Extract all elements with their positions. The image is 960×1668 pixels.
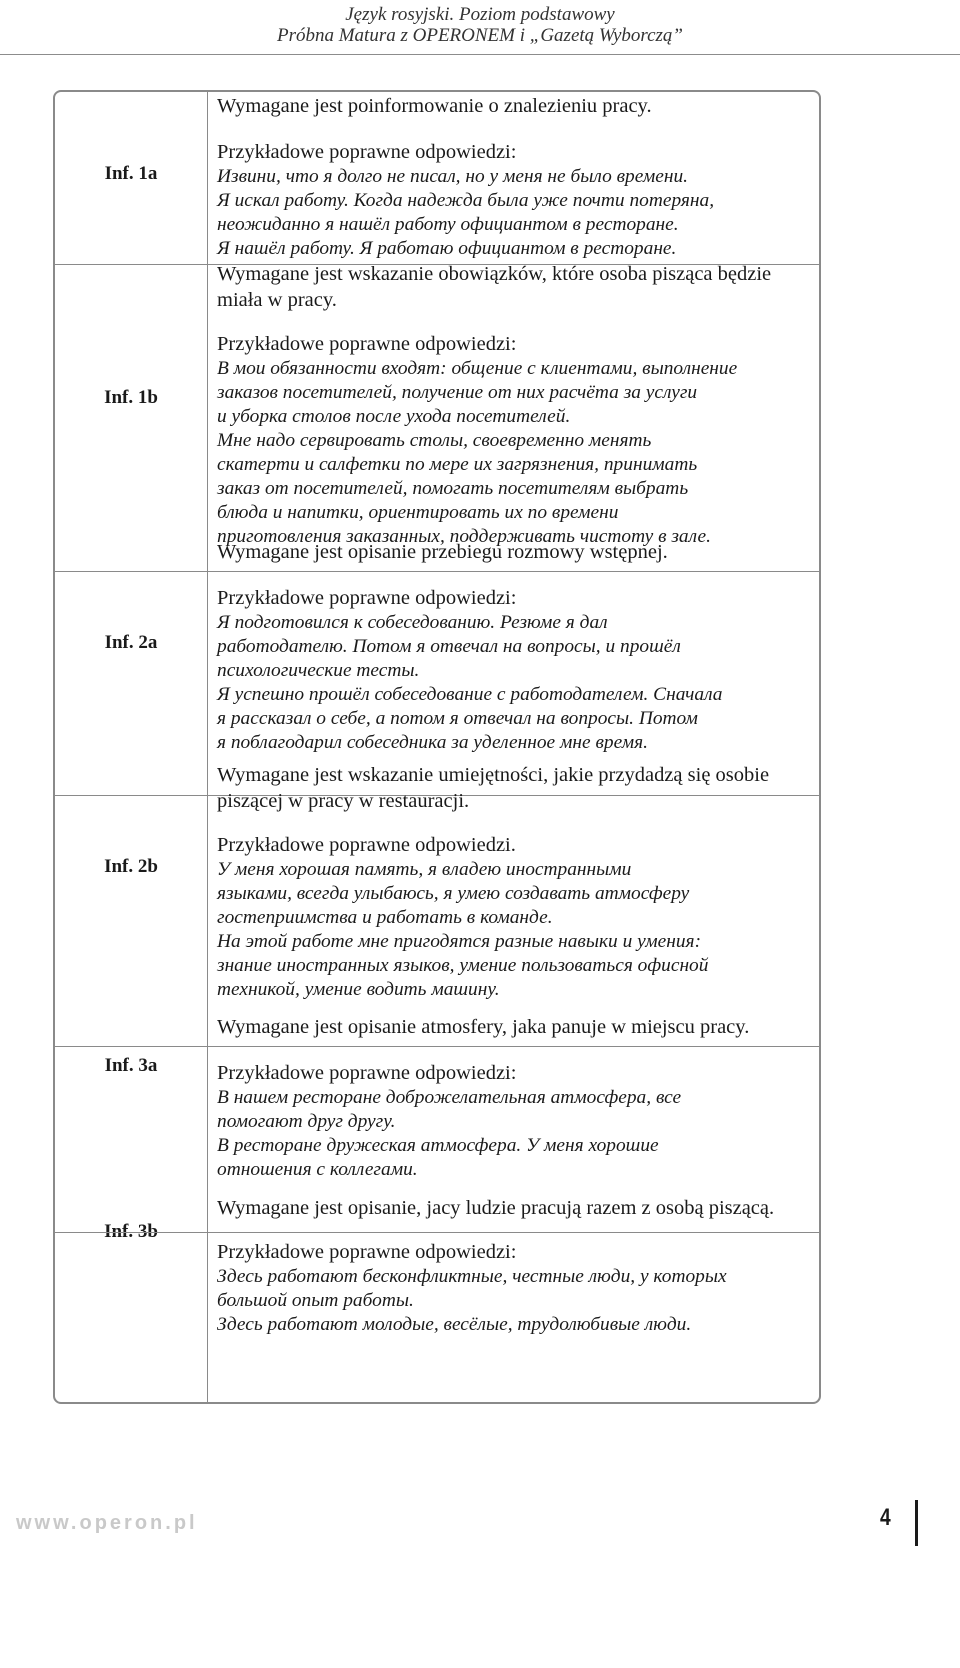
example-line: гостеприимства и работать в команде. [217, 907, 553, 928]
row-label-inf-1a: Inf. 1a [104, 163, 158, 184]
examples-heading: Przykładowe poprawne odpowiedzi: [217, 1062, 517, 1084]
example-line: приготовления заказанных, поддерживать чистоту в зале. [217, 526, 711, 547]
example-line: заказ от посетителей, помогать посетителям выбрать [217, 478, 689, 499]
answer-cell-inf-1a [217, 93, 809, 261]
example-line: блюда и напитки, ориентировать их по времени [217, 502, 619, 523]
examples-heading: Przykładowe poprawne odpowiedzi: [217, 587, 517, 609]
page-number-rule [915, 1500, 918, 1546]
example-line: В мои обязанности входят: общение с клиентами, выполнение [217, 358, 738, 379]
example-line: В нашем ресторане доброжелательная атмосфера, все [217, 1087, 682, 1108]
answer-cell-inf-3b [217, 1195, 809, 1337]
examples-heading: Przykładowe poprawne odpowiedzi: [217, 1241, 517, 1263]
requirement-text: Wymagane jest opisanie przebiegu rozmowy wstępnej. [217, 541, 668, 563]
example-line: На этой работе мне пригодятся разные навыки и умения: [217, 931, 702, 952]
example-line: отношения с коллегами. [217, 1159, 418, 1180]
example-line: Я искал работу. Когда надежда была уже почти потеряна, [217, 190, 715, 211]
example-line: В ресторане дружеская атмосфера. У меня хорошие [217, 1135, 659, 1156]
requirement-text: Wymagane jest poinformowanie o znalezieniu pracy. [217, 95, 652, 117]
row-label-inf-2b: Inf. 2b [104, 856, 158, 877]
row-label-inf-3b: Inf. 3b [104, 1221, 158, 1242]
answer-cell-inf-1b [217, 261, 809, 549]
example-line: психологические тесты. [217, 660, 420, 681]
example-line: Мне надо сервировать столы, своевременно менять [217, 430, 652, 451]
example-line: Я подготовился к собеседованию. Резюме я дал [217, 612, 608, 633]
row-label-inf-1b: Inf. 1b [104, 387, 158, 408]
examples-heading: Przykładowe poprawne odpowiedzi: [217, 333, 517, 355]
example-line: У меня хорошая память, я владею иностранными [217, 859, 632, 880]
publisher-url: www.operon.pl [16, 1512, 198, 1534]
row-label-inf-3a: Inf. 3a [104, 1055, 158, 1076]
example-line: Здесь работают молодые, весёлые, трудолюбивые люди. [217, 1314, 692, 1335]
example-line: и уборка столов после ухода посетителей. [217, 406, 571, 427]
answer-cell-inf-2b [217, 762, 809, 1002]
example-line: техникой, умение водить машину. [217, 979, 500, 1000]
examples-heading: Przykładowe poprawne odpowiedzi: [217, 141, 517, 163]
requirement-text: Wymagane jest wskazanie umiejętności, jakie przydadzą się osobie piszącej w pracy w restauracji. [217, 764, 770, 812]
header-subject: Język rosyjski. Poziom podstawowy [345, 4, 615, 25]
example-line: Извини, что я долго не писал, но у меня не было времени. [217, 166, 688, 187]
example-line: работодателю. Потом я отвечал на вопросы, и прошёл [217, 636, 681, 657]
example-line: неожиданно я нашёл работу официантом в ресторане. [217, 214, 679, 235]
answer-cell-inf-2a [217, 539, 809, 755]
example-line: я рассказал о себе, а потом я отвечал на вопросы. Потом [217, 708, 698, 729]
example-line: скатерти и салфетки по мере их загрязнения, принимать [217, 454, 698, 475]
example-line: большой опыт работы. [217, 1290, 414, 1311]
example-line: Я нашёл работу. Я работаю официантом в ресторане. [217, 238, 677, 259]
row-label-inf-2a: Inf. 2a [104, 632, 158, 653]
label-column [55, 92, 208, 1402]
answer-cell-inf-3a [217, 1014, 809, 1182]
requirement-text: Wymagane jest wskazanie obowiązków, które osoba pisząca będzie miała w pracy. [217, 263, 772, 311]
requirement-text: Wymagane jest opisanie atmosfery, jaka panuje w miejscu pracy. [217, 1016, 750, 1038]
example-line: помогают друг другу. [217, 1111, 396, 1132]
example-line: Я успешно прошёл собеседование с работодателем. Сначала [217, 684, 723, 705]
requirement-text: Wymagane jest opisanie, jacy ludzie pracują razem z osobą piszącą. [217, 1197, 775, 1219]
page-number: 4 [880, 1504, 891, 1531]
page-header [0, 0, 960, 55]
example-line: я поблагодарил собеседника за уделенное мне время. [217, 732, 648, 753]
example-line: языками, всегда улыбаюсь, я умею создавать атмосферу [217, 883, 690, 904]
example-line: заказов посетителей, получение от них расчёта за услуги [217, 382, 698, 403]
examples-heading: Przykładowe poprawne odpowiedzi. [217, 834, 516, 856]
answer-key-table [53, 90, 821, 1404]
header-exam-title: Próbna Matura z OPERONEM i „Gazetą Wyborczą” [276, 25, 684, 46]
example-line: знание иностранных языков, умение пользоваться офисной [217, 955, 709, 976]
example-line: Здесь работают бесконфликтные, честные люди, у которых [217, 1266, 727, 1287]
